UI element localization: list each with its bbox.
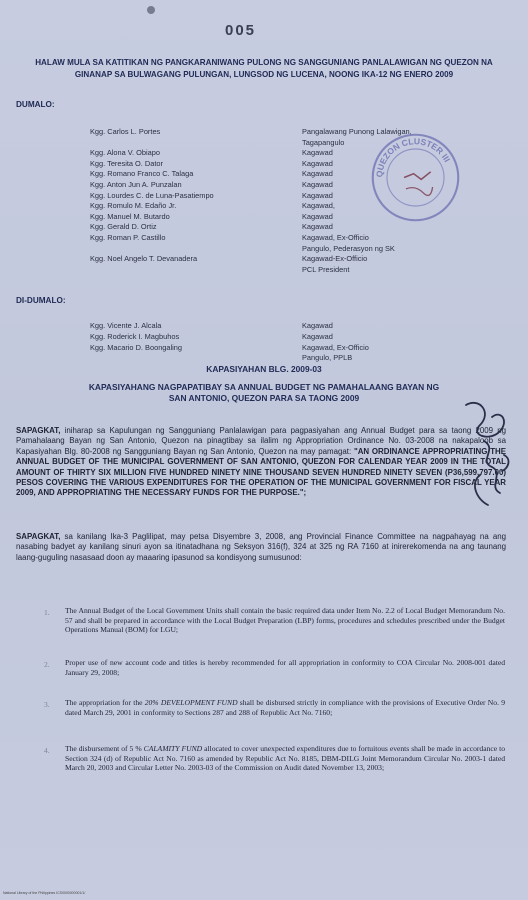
item-4-text-a: The disbursement of 5 % <box>65 744 144 753</box>
item-2-number: 2. <box>44 660 50 669</box>
item-1-text: The Annual Budget of the Local Government Units shall contain the basic required data under Item No. 2.2 of Local Budget Memorandum No. 57 and shall be prepared in accordance with the Local Budget Preparation (LBP) forms, procedures and schedules prescribed under the Budget Operations Manual (BOM) for LGU; <box>65 606 505 635</box>
member-position: Kagawad, Ex-Officio <box>302 342 369 352</box>
item-3-emphasis: 20% DEVELOPMENT FUND <box>144 698 238 707</box>
item-4-text-b: allocated to cover unexpected expenditures due to fortuitous events shall be made in accordance to Section 324 (d) of Republic Act No. 7160 as amended by Republic Act No. 8185, DBM-DILG Joint Memorandum Circular No. 2003-1 dated March 20, 2003 and Circular Letter No. 2003-03 of the Commission on Audit dated November 13, 2003; <box>65 744 505 773</box>
paragraph-2-lead: SAPAGKAT, <box>16 532 61 541</box>
member-position: Kagawad <box>302 211 333 221</box>
margin-signature <box>458 395 520 515</box>
member-name: Kgg. Noel Angelo T. Devanadera <box>90 254 198 264</box>
member-name: Kgg. Carlos L. Portes <box>90 127 161 136</box>
absent-label: DI-DUMALO: <box>16 296 66 305</box>
paragraph-1 <box>16 426 506 499</box>
member-name: Kgg. Roman P. Castillo <box>90 233 166 242</box>
item-1-number: 1. <box>44 608 50 617</box>
resolution-number: KAPASIYAHAN BLG. 2009-03 <box>206 364 322 374</box>
member-position: Kagawad <box>302 190 333 200</box>
item-4-number: 4. <box>44 746 50 755</box>
member-position: PCL President <box>302 264 350 274</box>
item-3-text <box>65 698 505 717</box>
member-position: Kagawad-Ex-Officio <box>302 254 368 264</box>
member-position: Kagawad, <box>302 201 335 211</box>
member-position: Kagawad <box>302 169 333 179</box>
member-name: Kgg. Gerald D. Ortiz <box>90 222 157 232</box>
footer-note: National Library of the Philippines ICS0000000001/1/ <box>3 891 86 895</box>
member-name: Kgg. Macario D. Boongaling <box>90 342 183 352</box>
paragraph-2 <box>16 532 506 563</box>
member-name: Kgg. Romano Franco C. Talaga <box>90 169 194 179</box>
member-position: Kagawad <box>302 180 333 189</box>
item-4-emphasis: CALAMITY FUND <box>143 744 203 753</box>
resolution-title: KAPASIYAHANG NAGPAPATIBAY SA ANNUAL BUDGET NG PAMAHALAANG BAYAN NG SAN ANTONIO, QUEZON PARA SA TAONG 2009 <box>88 382 440 403</box>
member-position: Kagawad <box>302 222 333 232</box>
item-3-text-b: shall be disbursed strictly in compliance with the provisions of Executive Order No. 9 dated March 29, 2001 in conformity to Sections 287 and 288 of Republic Act No. 7160; <box>65 698 505 717</box>
item-2-text: Proper use of new account code and titles is hereby recommended for all appropriation in conformity to COA Circular No. 2008-001 dated January 29, 2008; <box>65 658 505 677</box>
member-name: Kgg. Teresita O. Dator <box>90 158 163 168</box>
item-3-text-a: The appropriation for the <box>65 698 145 707</box>
page-number: 005 <box>225 22 257 39</box>
member-name: Kgg. Alona V. Obiapo <box>90 148 160 158</box>
member-position: Kagawad <box>302 158 333 168</box>
item-4-text <box>65 744 505 773</box>
member-name: Kgg. Manuel M. Butardo <box>90 211 170 221</box>
member-name: Kgg. Lourdes C. de Luna-Pasatiempo <box>90 190 214 200</box>
member-name: Kgg. Anton Jun A. Punzalan <box>90 180 182 189</box>
stamp-text: QUEZON CLUSTER III <box>374 136 453 178</box>
present-label: DUMALO: <box>16 100 55 109</box>
paragraph-1-text: iniharap sa Kapulungan ng Sangguniang Panlalawigan para pagpasiyahan ang Annual Budget para sa taong 2009 ng Pamahalaang Bayan ng San Antonio, Quezon na pinagtibay sa ilalim ng Appropriation Ordinance No. 03-2008 na nakapaloob sa Kapasiyahan Blg. 80-2008 ng Sangguniang Bayan ng San Antonio, Quezon na may pamagat: <box>16 426 506 456</box>
header-title: HALAW MULA SA KATITIKAN NG PANGKARANIWANG PULONG NG SANGGUNIANG PANLALAWIGAN NG QUEZON NA GINANAP SA BULWAGANG PULUNGAN, LUNGSOD NG LUCENA, NOONG IKA-12 NG ENERO 2009 <box>35 58 493 79</box>
member-position: Kagawad <box>302 321 333 330</box>
paragraph-1-lead: SAPAGKAT, <box>16 426 61 435</box>
member-name: Kgg. Vicente J. Alcala <box>90 321 162 330</box>
member-position: Pangulo, Pederasyon ng SK <box>302 243 395 253</box>
member-position: Kagawad, Ex-Officio <box>302 233 369 242</box>
member-position: Pangulo, PPLB <box>302 353 353 363</box>
binder-hole-mark <box>147 6 155 14</box>
paragraph-1-ordinance-title: "AN ORDINANCE APPROPRIATING THE ANNUAL BUDGET OF THE MUNICIPAL GOVERNMENT OF SAN ANTONIO, QUEZON FOR CALENDAR YEAR 2009 IN THE TOTAL AMOUNT OF THIRTY SIX MILLION FIVE HUNDRED NINETY NINE THOUSAND SEVEN HUNDRED NINETY SEVEN (P36,599,797.00) PESOS COVERING THE VARIOUS EXPENDITURES FOR THE OPERATION OF THE MUNICIPAL GOVERNMENT FOR FISCAL YEAR 2009, AND APPROPRIATING THE NECESSARY FUNDS FOR THE PURPOSE."; <box>16 446 506 498</box>
item-3-number: 3. <box>44 700 50 709</box>
member-position: Tagapangulo <box>302 137 345 147</box>
paragraph-2-text: sa kanilang Ika-3 Paglilipat, may petsa Disyembre 3, 2008, ang Provincial Finance Committee na nagpahayag na ang nasabing badyet ay kanilang sinuri ayon sa itinatadhana ng Seksyon 316(f), 324 at 325 ng RA 7160 at inirerekomenda na ang taunang laang-guguling nasasaad doon ay maaaring ipasunod sa kondisyong sumusunod: <box>16 532 506 562</box>
member-position: Kagawad <box>302 331 333 341</box>
member-position: Pangalawang Punong Lalawigan, <box>302 127 412 136</box>
member-name: Kgg. Romulo M. Edaño Jr. <box>90 201 177 211</box>
member-name: Kgg. Roderick I. Magbuhos <box>90 331 180 341</box>
member-position: Kagawad <box>302 148 333 158</box>
received-stamp <box>368 130 463 225</box>
